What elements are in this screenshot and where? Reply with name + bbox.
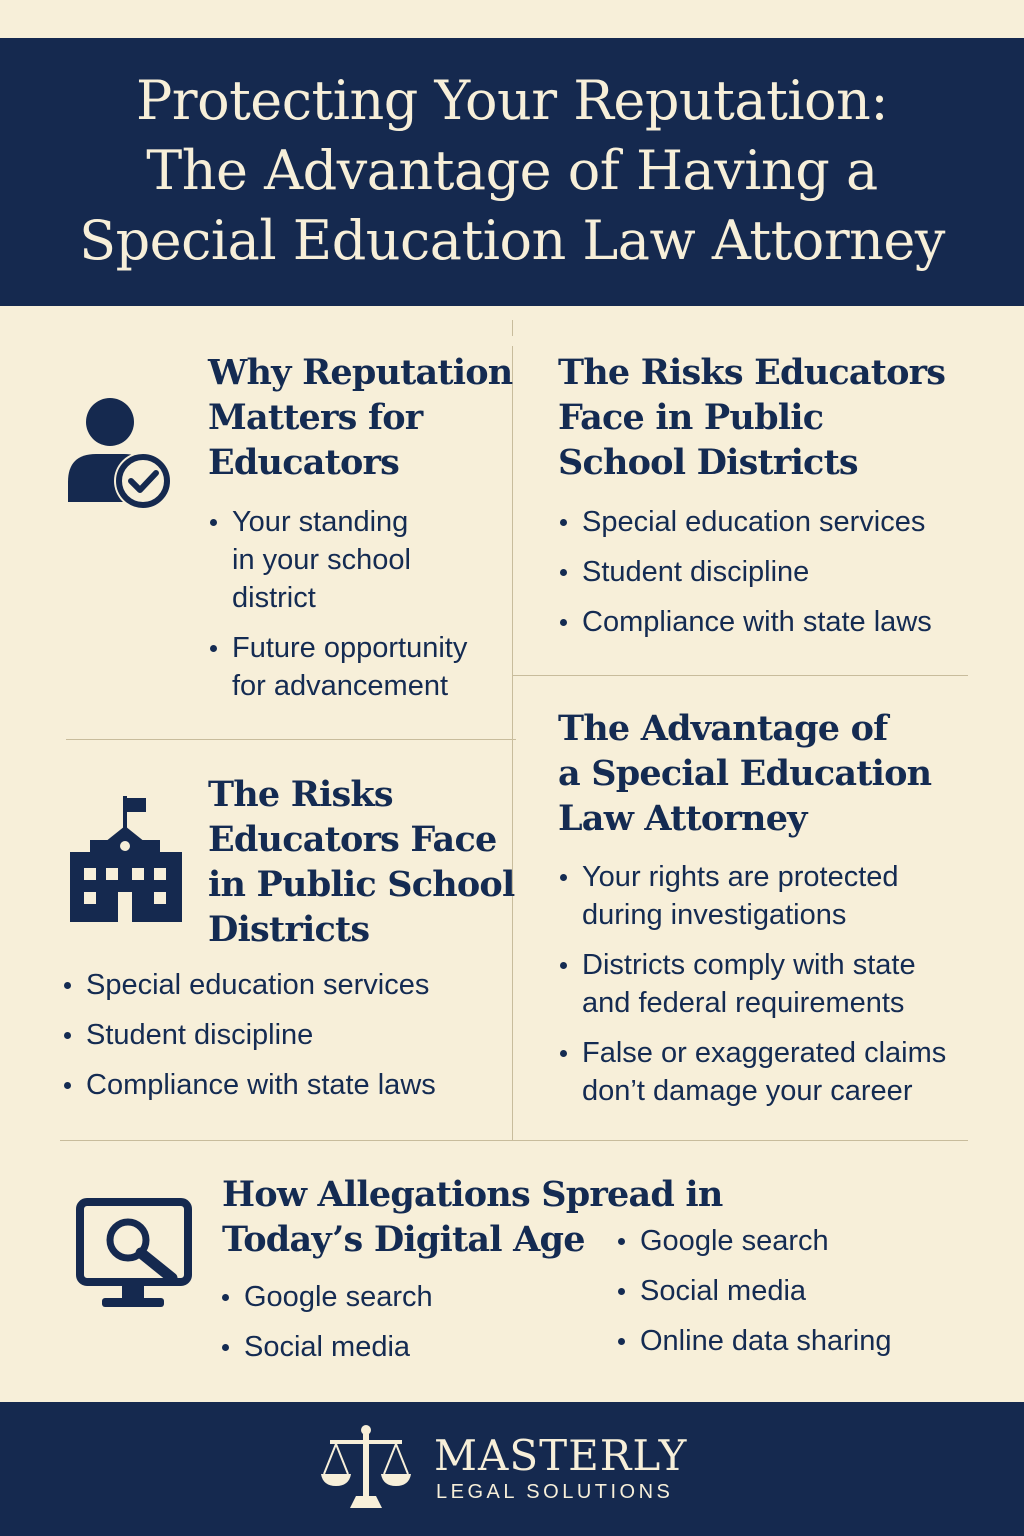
monitor-search-icon <box>76 1198 196 1316</box>
digital-list-right <box>616 1222 892 1372</box>
risks-right-heading: The Risks Educators Face in Public School Districts <box>558 352 946 483</box>
brand-tagline: LEGAL SOLUTIONS <box>436 1481 674 1503</box>
reputation-list <box>208 503 467 717</box>
list-item: Student discipline <box>62 1016 436 1054</box>
list-item: Compliance with state laws <box>62 1066 436 1104</box>
column-divider-top <box>512 320 513 336</box>
risks-right-list <box>558 503 932 653</box>
reputation-heading: Why Reputation Matters for Educators <box>208 352 513 483</box>
digital-heading: How Allegations Spread in Today’s Digital Age <box>222 1174 723 1260</box>
list-item: Google search <box>220 1278 433 1316</box>
user-check-icon <box>66 398 178 510</box>
digital-list-left <box>220 1278 433 1378</box>
brand-name: MASTERLY <box>434 1431 688 1480</box>
advantage-list <box>558 858 946 1122</box>
scales-of-justice-icon <box>320 1424 412 1510</box>
list-item: Your rights are protected during investigations <box>558 858 946 934</box>
list-item: Special education services <box>62 966 436 1004</box>
row-divider-right <box>512 675 968 676</box>
title-line: The Advantage of Having a <box>146 139 878 202</box>
row-divider-left <box>66 739 516 740</box>
risks-left-heading: The Risks Educators Face in Public School Districts <box>208 774 515 950</box>
list-item: Google search <box>616 1222 892 1260</box>
list-item: Special education services <box>558 503 932 541</box>
list-item: Compliance with state laws <box>558 603 932 641</box>
list-item: Districts comply with state and federal requirements <box>558 946 946 1022</box>
page-title <box>0 66 1024 276</box>
list-item: Your standing in your school district <box>208 503 467 617</box>
list-item: Student discipline <box>558 553 932 591</box>
title-line: Special Education Law Attorney <box>79 209 945 272</box>
title-line: Protecting Your Reputation: <box>135 69 889 132</box>
list-item: Social media <box>220 1328 433 1366</box>
risks-left-list <box>62 966 436 1116</box>
list-item: Online data sharing <box>616 1322 892 1360</box>
school-building-icon <box>68 796 184 926</box>
advantage-heading: The Advantage of a Special Education Law Attorney <box>558 708 932 839</box>
list-item: Social media <box>616 1272 892 1310</box>
list-item: False or exaggerated claims don’t damage your career <box>558 1034 946 1110</box>
list-item: Future opportunity for advancement <box>208 629 467 705</box>
row-divider-bottom <box>60 1140 968 1141</box>
